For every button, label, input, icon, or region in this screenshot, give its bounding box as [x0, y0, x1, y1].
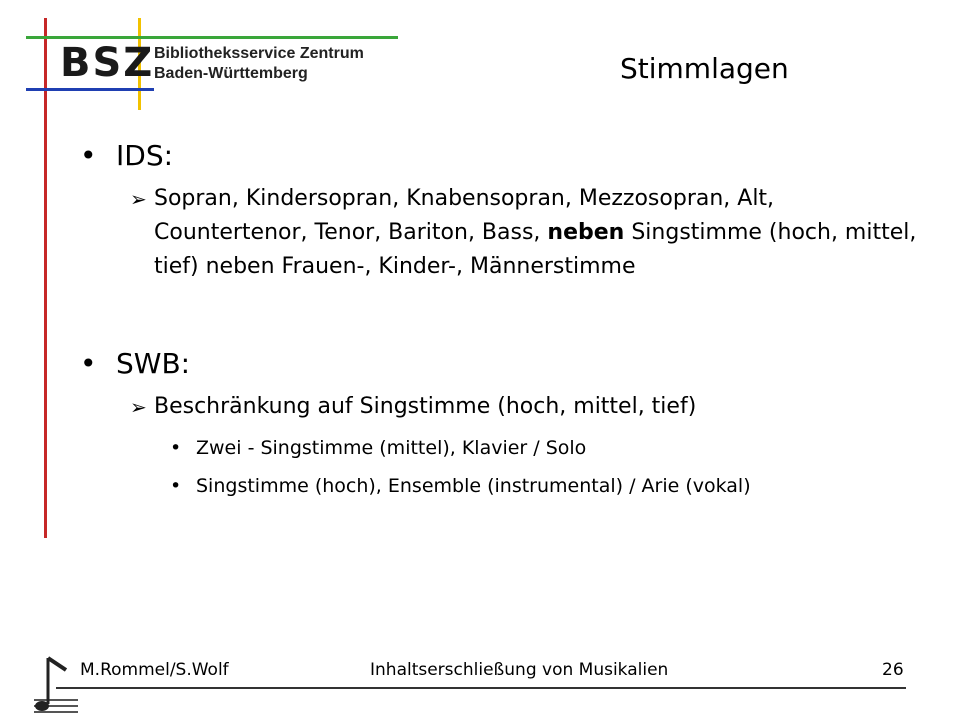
ids-list-item	[80, 182, 930, 284]
section-heading-text: SWB:	[116, 347, 191, 380]
swb-subitem-text: Singstimme (hoch), Ensemble (instrumental) / Arie (vokal)	[196, 475, 751, 497]
ids-item-text-pre: Sopran, Kindersopran, Knabensopran, Mezzosopran, Alt, Countertenor, Tenor, Bariton, Bass,	[154, 186, 775, 245]
music-note-icon	[26, 648, 86, 718]
logo-blue-line	[26, 88, 154, 91]
logo-organization-name	[154, 44, 364, 84]
bsz-logo	[0, 0, 420, 110]
slide-title: Stimmlagen	[620, 52, 789, 85]
swb-list-item	[80, 390, 930, 424]
slide-content	[80, 138, 930, 500]
ids-item-text-post: Singstimme (hoch, mittel, tief) neben Frauen-, Kinder-, Männerstimme	[154, 220, 917, 279]
arrow-bullet-icon: ➢	[130, 187, 147, 211]
arrow-bullet-icon: ➢	[130, 395, 147, 419]
footer-title: Inhaltserschließung von Musikalien	[370, 660, 669, 680]
swb-subitem	[80, 434, 930, 462]
logo-red-line	[44, 18, 47, 538]
swb-subitem-text: Zwei - Singstimme (mittel), Klavier / Solo	[196, 437, 587, 459]
section-heading-text: IDS:	[116, 139, 174, 172]
footer-authors: M.Rommel/S.Wolf	[80, 660, 229, 680]
logo-green-line	[26, 36, 398, 39]
footer-divider	[56, 687, 906, 689]
logo-name-line2: Baden-Württemberg	[154, 65, 308, 82]
section-swb-heading	[80, 346, 930, 382]
swb-item-text: Beschränkung auf Singstimme (hoch, mittel, tief)	[154, 394, 697, 419]
bullet-dot-icon: •	[170, 475, 182, 497]
logo-abbreviation: BSZ	[60, 40, 155, 86]
section-ids-heading	[80, 138, 930, 174]
page-number: 26	[882, 660, 904, 680]
bullet-dot-icon: •	[80, 347, 97, 380]
swb-subitem	[80, 472, 930, 500]
logo-name-line1: Bibliotheksservice Zentrum	[154, 45, 364, 62]
bullet-dot-icon: •	[80, 139, 97, 172]
bullet-dot-icon: •	[170, 437, 182, 459]
ids-item-text-bold: neben	[547, 220, 625, 245]
